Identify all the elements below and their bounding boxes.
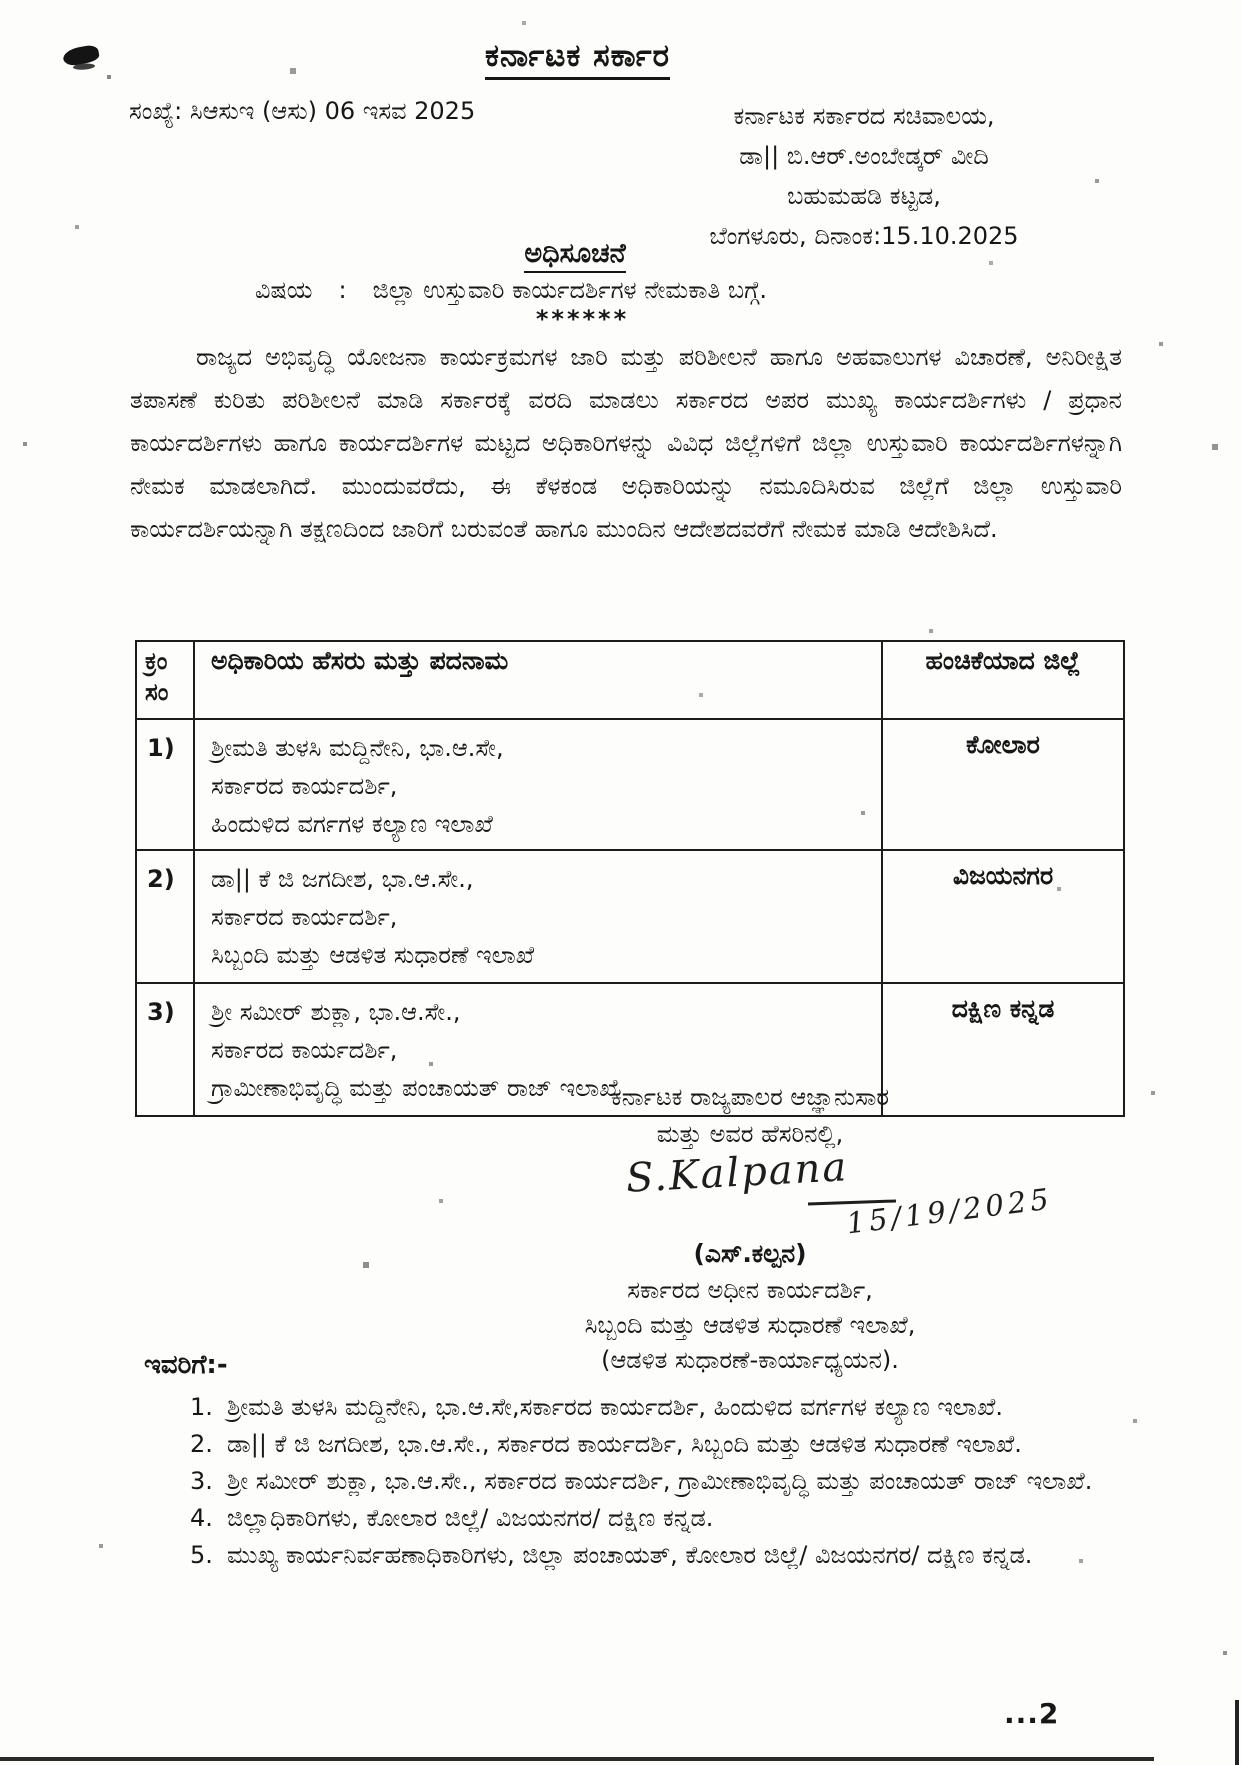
row-serial: 3)	[136, 983, 194, 1116]
distribution-heading: ಇವರಿಗೆ:-	[144, 1350, 228, 1380]
list-item	[190, 1389, 1118, 1426]
header-officer-name: ಅಧಿಕಾರಿಯ ಹೆಸರು ಮತ್ತು ಪದನಾಮ	[194, 641, 882, 719]
scan-edge-line-right	[1235, 1700, 1239, 1765]
row-district: ದಕ್ಷಿಣ ಕನ್ನಡ	[882, 983, 1124, 1116]
scan-specks	[0, 0, 2, 2]
subject-colon: :	[338, 276, 347, 304]
handwritten-date: 15/19/2025	[844, 1181, 1055, 1241]
list-item-text: ಜಿಲ್ಲಾಧಿಕಾರಿಗಳು, ಕೋಲಾರ ಜಿಲ್ಲೆ/ ವಿಜಯನಗರ/ ದಕ್ಷಿಣ ಕನ್ನಡ.	[227, 1504, 714, 1532]
table-header-row	[136, 641, 1124, 719]
page-number-indicator: ...2	[1004, 1697, 1060, 1730]
row-officer-details: ಶ್ರೀಮತಿ ತುಳಸಿ ಮದ್ದಿನೇನಿ, ಭಾ.ಆ.ಸೇ, ಸರ್ಕಾರದ ಕಾರ್ಯದರ್ಶಿ, ಹಿಂದುಳಿದ ವರ್ಗಗಳ ಕಲ್ಯಾಣ ಇಲಾಖೆ	[194, 719, 882, 850]
body-paragraph: ರಾಜ್ಯದ ಅಭಿವೃದ್ಧಿ ಯೋಜನಾ ಕಾರ್ಯಕ್ರಮಗಳ ಜಾರಿ ಮತ್ತು ಪರಿಶೀಲನೆ ಹಾಗೂ ಅಹವಾಲುಗಳ ವಿಚಾರಣೆ, ಅನಿರೀಕ್ಷಿತ ತಪಾಸಣೆ ಕುರಿತು ಪರಿಶೀಲನೆ ಮಾಡಿ ಸರ್ಕಾರಕ್ಕೆ ವರದಿ ಮಾಡಲು ಸರ್ಕಾರದ ಅಪರ ಮುಖ್ಯ ಕಾರ್ಯದರ್ಶಿಗಳು / ಪ್ರಧಾನ ಕಾರ್ಯದರ್ಶಿಗಳು ಹಾಗೂ ಕಾರ್ಯದರ್ಶಿಗಳ ಮಟ್ಟದ ಅಧಿಕಾರಿಗಳನ್ನು ವಿವಿಧ ಜಿಲ್ಲೆಗಳಿಗೆ ಜಿಲ್ಲಾ ಉಸ್ತುವಾರಿ ಕಾರ್ಯದರ್ಶಿಗಳನ್ನಾಗಿ ನೇಮಕ ಮಾಡಲಾಗಿದೆ. ಮುಂದುವರೆದು, ಈ ಕೆಳಕಂಡ ಅಧಿಕಾರಿಯನ್ನು ನಮೂದಿಸಿರುವ ಜಿಲ್ಲೆಗೆ ಜಿಲ್ಲಾ ಉಸ್ತುವಾರಿ ಕಾರ್ಯದರ್ಶಿಯನ್ನಾಗಿ ತಕ್ಷಣದಿಂದ ಜಾರಿಗೆ ಬರುವಂತೆ ಹಾಗೂ ಮುಂದಿನ ಆದೇಶದವರೆಗೆ ನೇಮಕ ಮಾಡಿ ಆದೇಶಿಸಿದೆ.	[130, 343, 1122, 543]
address-line-3: ಬಹುಮಹಡಿ ಕಟ್ಟಡ,	[787, 182, 941, 210]
list-item	[190, 1537, 1118, 1574]
list-item-number: 2.	[190, 1430, 213, 1458]
table-row	[136, 719, 1124, 850]
row-district: ವಿಜಯನಗರ	[882, 850, 1124, 983]
list-item	[190, 1426, 1118, 1463]
page-title-text: ಕರ್ನಾಟಕ ಸರ್ಕಾರ	[485, 38, 670, 80]
row-district: ಕೋಲಾರ	[882, 719, 1124, 850]
by-order-line-1: ಕರ್ನಾಟಕ ರಾಜ್ಯಪಾಲರ ಆಜ್ಞಾನುಸಾರ	[610, 1083, 890, 1111]
list-item-number: 3.	[190, 1467, 213, 1495]
row-serial: 2)	[136, 850, 194, 983]
signatory-name: (ಎಸ್.ಕಲ್ಪನ)	[693, 1239, 807, 1268]
row-officer-details: ಡಾ|| ಕೆ ಜಿ ಜಗದೀಶ, ಭಾ.ಆ.ಸೇ., ಸರ್ಕಾರದ ಕಾರ್ಯದರ್ಶಿ, ಸಿಬ್ಬಂದಿ ಮತ್ತು ಆಡಳಿತ ಸುಧಾರಣೆ ಇಲಾಖೆ	[194, 850, 882, 983]
subject-line	[255, 276, 767, 304]
notification-heading-text: ಅಧಿಸೂಚನೆ	[524, 238, 625, 273]
signature-block	[478, 1079, 1055, 1378]
list-item-text: ಮುಖ್ಯ ಕಾರ್ಯನಿರ್ವಹಣಾಧಿಕಾರಿಗಳು, ಜಿಲ್ಲಾ ಪಂಚಾಯತ್, ಕೋಲಾರ ಜಿಲ್ಲೆ/ ವಿಜಯನಗರ/ ದಕ್ಷಿಣ ಕನ್ನಡ.	[227, 1541, 1033, 1569]
signature-area	[478, 1144, 1055, 1241]
subject-text: ಜಿಲ್ಲಾ ಉಸ್ತುವಾರಿ ಕಾರ್ಯದರ್ಶಿಗಳ ನೇಮಕಾತಿ ಬಗ್ಗೆ.	[372, 276, 768, 304]
star-separator: ******	[535, 305, 630, 333]
list-item-number: 4.	[190, 1504, 213, 1532]
by-order-line-2: ಮತ್ತು ಅವರ ಹೆಸರಿನಲ್ಲಿ,	[656, 1120, 844, 1148]
page-title	[0, 38, 1155, 75]
address-line-4: ಬೆಂಗಳೂರು, ದಿನಾಂಕ:15.10.2025	[709, 222, 1019, 250]
scan-edge-line-bottom	[0, 1757, 1154, 1761]
officers-table	[135, 640, 1125, 1117]
distribution-list	[190, 1389, 1118, 1574]
table-row	[136, 850, 1124, 983]
signatory-title-2: ಸಿಬ್ಬಂದಿ ಮತ್ತು ಆಡಳಿತ ಸುಧಾರಣೆ ಇಲಾಖೆ,	[584, 1311, 916, 1339]
row-officer-details: ಶ್ರೀ ಸಮೀರ್ ಶುಕ್ಲಾ, ಭಾ.ಆ.ಸೇ., ಸರ್ಕಾರದ ಕಾರ್ಯದರ್ಶಿ, ಗ್ರಾಮೀಣಾಭಿವೃದ್ಧಿ ಮತ್ತು ಪಂಚಾಯತ್ ರಾಜ್ ಇಲಾಖೆ	[194, 983, 882, 1116]
signatory-title-3: (ಆಡಳಿತ ಸುಧಾರಣೆ-ಕಾರ್ಯಾಧ್ಯಯನ).	[601, 1346, 899, 1374]
header-serial-number: ಕ್ರಂ ಸಂ	[136, 641, 194, 719]
address-line-1: ಕರ್ನಾಟಕ ಸರ್ಕಾರದ ಸಚಿವಾಲಯ,	[733, 102, 995, 130]
handwritten-signature: S.Kalpana	[624, 1144, 850, 1202]
list-item-number: 1.	[190, 1393, 213, 1421]
row-serial: 1)	[136, 719, 194, 850]
list-item-text: ಶ್ರೀ ಸಮೀರ್ ಶುಕ್ಲಾ, ಭಾ.ಆ.ಸೇ., ಸರ್ಕಾರದ ಕಾರ್ಯದರ್ಶಿ, ಗ್ರಾಮೀಣಾಭಿವೃದ್ಧಿ ಮತ್ತು ಪಂಚಾಯತ್ ರಾಜ್ ಇಲಾಖೆ.	[227, 1467, 1093, 1495]
sender-address	[628, 96, 1100, 256]
list-item-number: 5.	[190, 1541, 213, 1569]
reference-number: ಸಂಖ್ಯೆ: ಸಿಆಸುಇ (ಆಸು) 06 ಇಸವ 2025	[129, 97, 476, 125]
header-allotted-district: ಹಂಚಿಕೆಯಾದ ಜಿಲ್ಲೆ	[882, 641, 1124, 719]
notification-heading	[0, 238, 1150, 270]
list-item-text: ಶ್ರೀಮತಿ ತುಳಸಿ ಮದ್ದಿನೇನಿ, ಭಾ.ಆ.ಸೇ,ಸರ್ಕಾರದ ಕಾರ್ಯದರ್ಶಿ, ಹಿಂದುಳಿದ ವರ್ಗಗಳ ಕಲ್ಯಾಣ ಇಲಾಖೆ.	[227, 1393, 1004, 1421]
address-line-2: ಡಾ|| ಬಿ.ಆರ್.ಅಂಬೇಡ್ಕರ್ ವೀದಿ	[739, 142, 989, 170]
list-item	[190, 1463, 1118, 1500]
subject-label: ವಿಷಯ	[255, 276, 313, 304]
signatory-title-1: ಸರ್ಕಾರದ ಅಧೀನ ಕಾರ್ಯದರ್ಶಿ,	[627, 1276, 873, 1304]
list-item	[190, 1500, 1118, 1537]
list-item-text: ಡಾ|| ಕೆ ಜಿ ಜಗದೀಶ, ಭಾ.ಆ.ಸೇ., ಸರ್ಕಾರದ ಕಾರ್ಯದರ್ಶಿ, ಸಿಬ್ಬಂದಿ ಮತ್ತು ಆಡಳಿತ ಸುಧಾರಣೆ ಇಲಾಖೆ.	[227, 1430, 1022, 1458]
